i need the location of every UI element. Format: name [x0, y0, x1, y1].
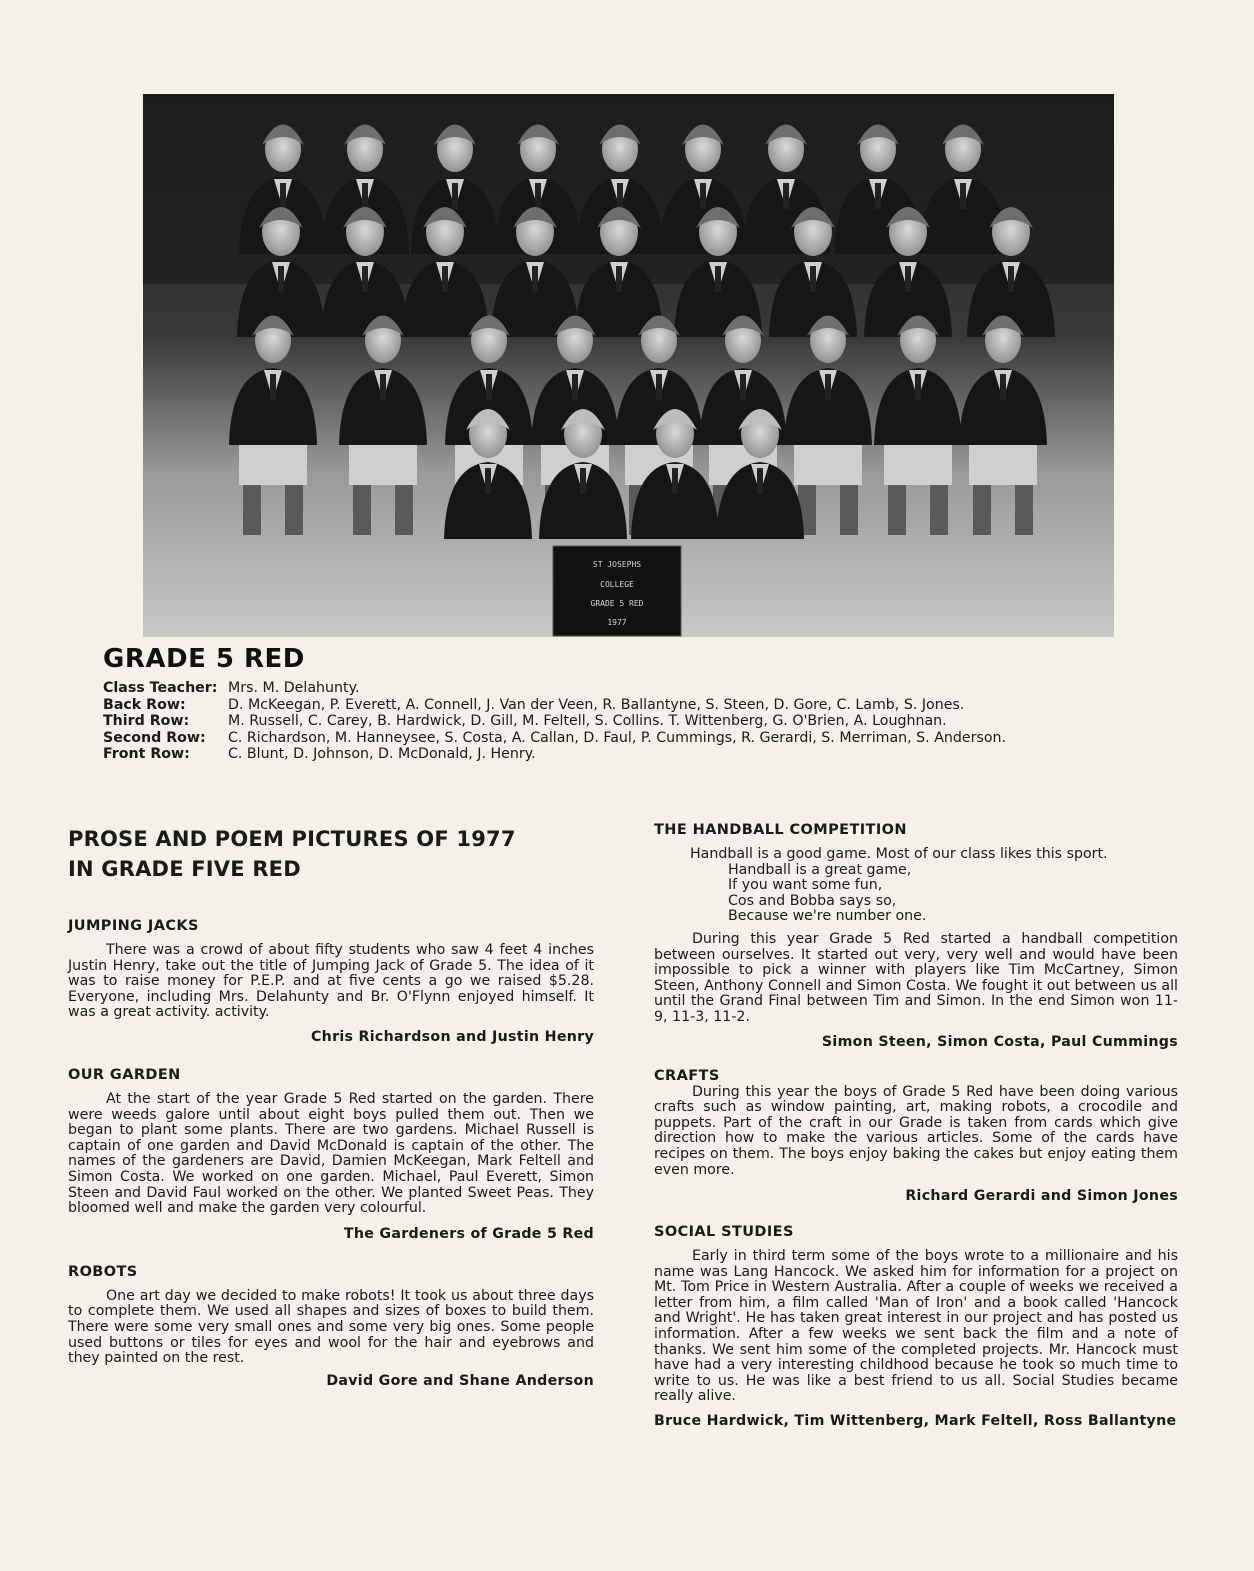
roster-names: Mrs. M. Delahunty. — [228, 680, 360, 696]
right-column — [654, 822, 1178, 1429]
jumping-jacks-body: There was a crowd of about fifty students who saw 4 feet 4 inches Justin Henry, take out the title of Jumping Jack of Grade 5. The idea of it was to raise money for P.E.P. and at five cents a go we raised $5.28. Everyone, including Mrs. Delahunty and Br. O'Flynn enjoyed himself. It was a great activity. activity. — [68, 942, 594, 1021]
crafts-heading: CRAFTS — [654, 1067, 720, 1084]
roster-label: Second Row: — [103, 729, 206, 746]
roster-label: Front Row: — [103, 746, 190, 762]
main-heading — [68, 824, 594, 884]
class-photo-graphic — [143, 94, 1114, 637]
crafts-body: During this year the boys of Grade 5 Red have been doing various crafts such as window painting, art, making robots, a crocodile and puppets. Part of the craft in our Grade is taken from cards which give direction how to make the various articles. Some of the cards have recipes on them. The boys enjoy baking the cakes but enjoy eating them even more. — [654, 1083, 1178, 1178]
roster-label: Class Teacher: — [103, 680, 218, 696]
our-garden-body: At the start of the year Grade 5 Red started on the garden. There were weeds galore until about eight boys pulled them out. Then we began to plant some plants. There are two gardens. Michael Russell is captain of one garden and David McDonald is captain of the other. The names of the gardeners are David, Damien McKeegan, Mark Feltell and Simon Costa. We worked on one garden. Michael, Paul Everett, Simon Steen and David Faul worked on the other. We planted Sweet Peas. They bloomed well and make the garden very colourful. — [68, 1090, 594, 1217]
social-studies-heading: SOCIAL STUDIES — [654, 1224, 794, 1241]
board-line-1: ST JOSEPHS — [592, 560, 642, 569]
class-photo — [143, 94, 1114, 637]
handball-poem — [654, 847, 1178, 925]
board-line-2: COLLEGE — [600, 580, 634, 589]
main-heading-line-1: PROSE AND POEM PICTURES OF 1977 — [68, 827, 516, 851]
poem-line: Cos and Bobba says so, — [728, 892, 897, 909]
roster-names: C. Richardson, M. Hanneysee, S. Costa, A. Callan, D. Faul, P. Cummings, R. Gerardi, S. Merriman, S. Anderson. — [228, 729, 1007, 746]
poem-line: If you want some fun, — [728, 877, 883, 894]
jumping-jacks-author: Chris Richardson and Justin Henry — [310, 1028, 594, 1045]
roster-names: C. Blunt, D. Johnson, D. McDonald, J. Henry. — [228, 746, 536, 762]
our-garden-author: The Gardeners of Grade 5 Red — [343, 1225, 594, 1242]
roster-row — [103, 746, 1163, 763]
social-studies-body: Early in third term some of the boys wrote to a millionaire and his name was Lang Hancock. We asked him for information for a project on Mt. Tom Price in Western Australia. After a couple of weeks we received a letter from him, a film called 'Man of Iron' and a book called 'Hancock and Wright'. He has taken great interest in our project and has posted us information. After a few weeks we sent back the film and a note of thanks. We sent him some of the completed projects. Mr. Hancock must have had a very interesting childhood because he took so much time to write to us. He was like a best friend to us all. Social Studies became really alive. — [654, 1248, 1178, 1405]
handball-intro: Handball is a good game. Most of our class likes this sport. — [690, 846, 1108, 862]
roster-row — [103, 730, 1163, 747]
poem-line: Because we're number one. — [728, 908, 927, 925]
handball-heading: THE HANDBALL COMPETITION — [654, 822, 907, 838]
roster-row — [103, 680, 1163, 697]
roster-row — [103, 697, 1163, 714]
robots-body: One art day we decided to make robots! It took us about three days to complete them. We used all shapes and sizes of boxes to build them. There were some very small ones and some very big ones. Some people used buttons or tiles for eyes and wool for the hair and eyebrows and they painted on the rest. — [68, 1287, 594, 1367]
class-title: GRADE 5 RED — [103, 644, 305, 674]
poem-line: Handball is a great game, — [728, 861, 912, 878]
jumping-jacks-heading: JUMPING JACKS — [68, 918, 199, 934]
roster-names: D. McKeegan, P. Everett, A. Connell, J. Van der Veen, R. Ballantyne, S. Steen, D. Gore, C. Lamb, S. Jones. — [228, 696, 965, 713]
social-studies-author: Bruce Hardwick, Tim Wittenberg, Mark Feltell, Ross Ballantyne — [654, 1413, 1177, 1430]
crafts-author: Richard Gerardi and Simon Jones — [905, 1188, 1178, 1205]
handball-body: During this year Grade 5 Red started a handball competition between ourselves. It started out very, very well and would have been impossible to pick a winner with players like Tim McCartney, Simon Steen, Anthony Connell and Simon Costa. We fought it out between us all until the Grand Final between Tim and Simon. In the end Simon won 11-9, 11-3, 11-2. — [654, 930, 1178, 1025]
roster-label: Third Row: — [103, 713, 190, 729]
board-line-3: GRADE 5 RED — [590, 599, 644, 608]
roster-names: M. Russell, C. Carey, B. Hardwick, D. Gill, M. Feltell, S. Collins. T. Wittenberg, G. O'Brien, A. Loughnan. — [228, 713, 947, 729]
our-garden-heading: OUR GARDEN — [68, 1066, 181, 1083]
robots-author: David Gore and Shane Anderson — [326, 1372, 594, 1389]
roster-row — [103, 713, 1163, 730]
robots-heading: ROBOTS — [68, 1263, 138, 1280]
main-heading-line-2: IN GRADE FIVE RED — [68, 857, 301, 881]
left-column — [68, 824, 594, 1389]
board-line-4: 1977 — [607, 618, 627, 627]
roster-label: Back Row: — [103, 696, 186, 713]
handball-author: Simon Steen, Simon Costa, Paul Cummings — [821, 1033, 1178, 1050]
roster — [103, 680, 1163, 763]
